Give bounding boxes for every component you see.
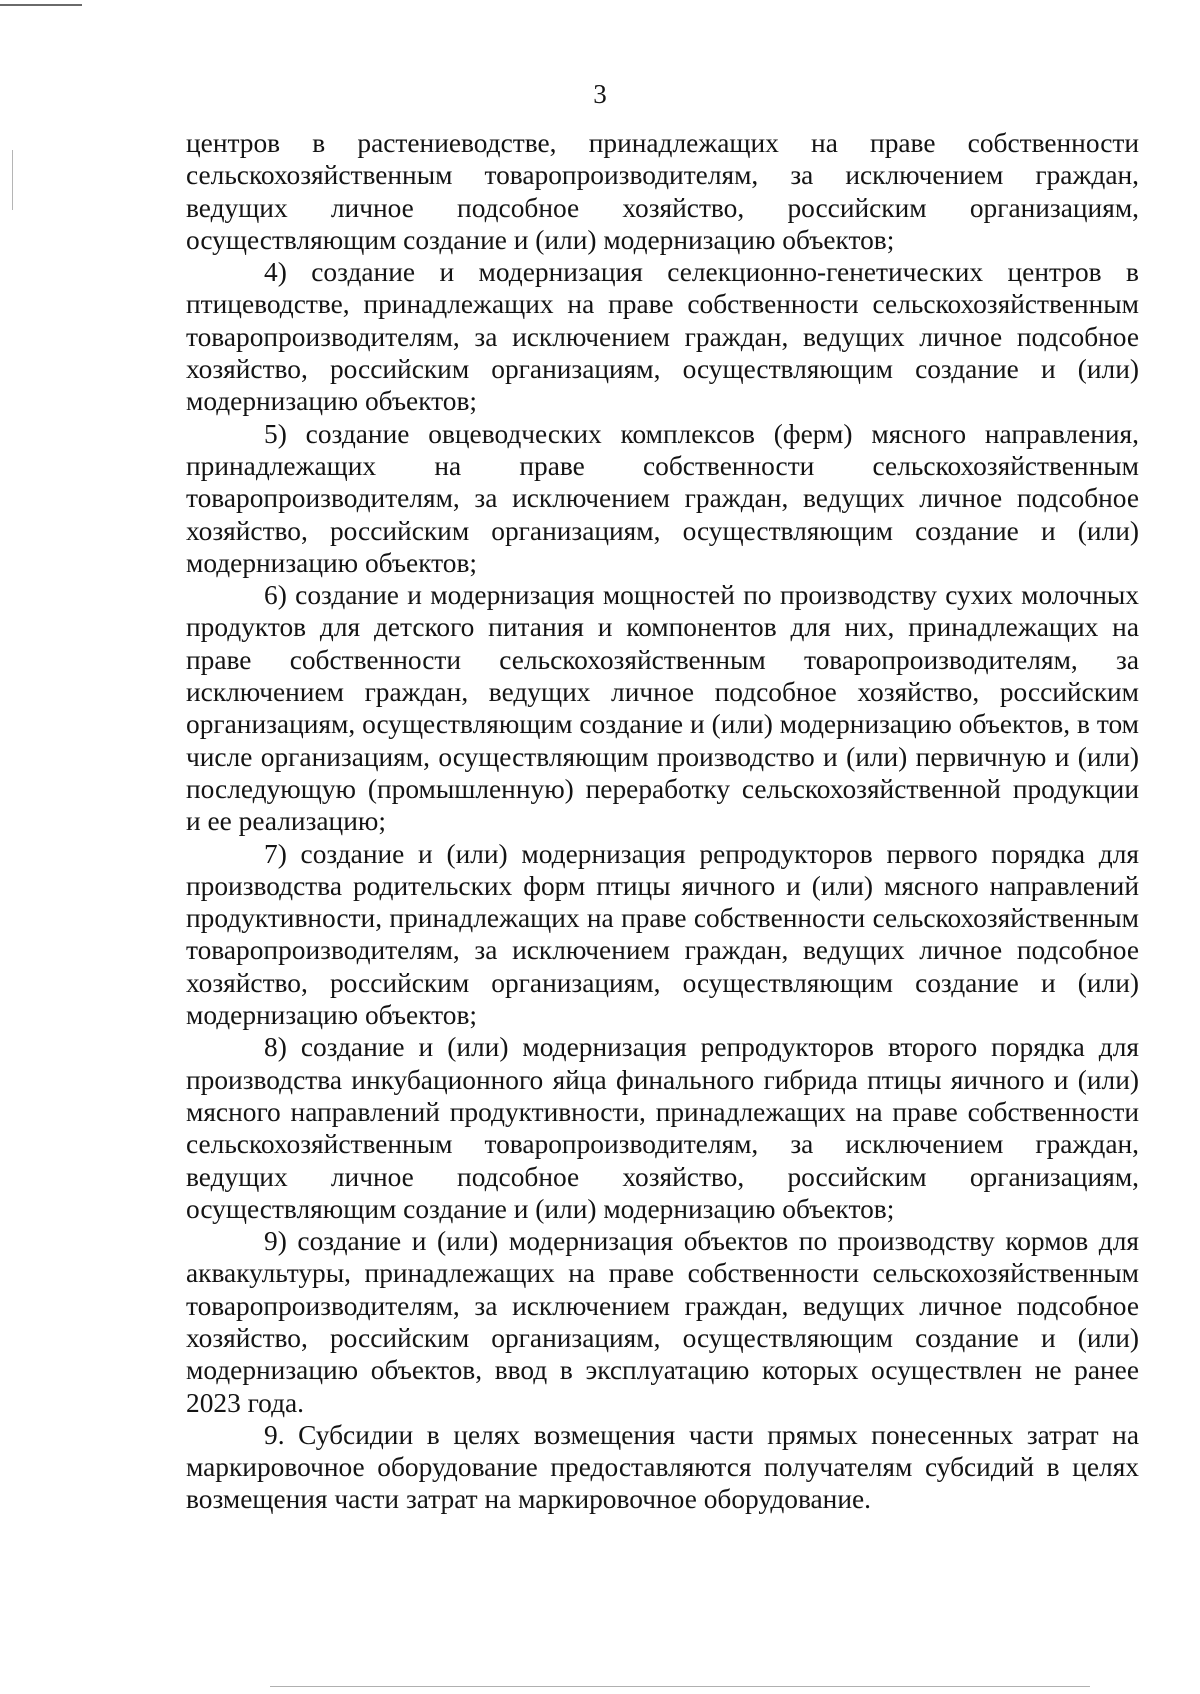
scan-edge-mark — [12, 150, 13, 210]
list-item-4: 4) создание и модернизация селекционно-генетических центров в птицеводстве, принадлежащих на праве собственности сельскохозяйственным товаропроизводителям, за исключением граждан, ведущих личное подсобное хозяйство, российским организациям, осуществляющим создание и (или) модернизацию объектов; — [186, 257, 1139, 417]
scan-edge-mark — [0, 4, 82, 6]
list-item-6: 6) создание и модернизация мощностей по производству сухих молочных продуктов для детского питания и компонентов для них, принадлежащих на праве собственности сельскохозяйственным товаропроизводителям, за исключением граждан, ведущих личное подсобное хозяйство, российским организациям, осуществляющим создание и (или) модернизацию объектов, в том числе организациям, осуществляющим производство и (или) первичную и (или) последующую (промышленную) переработку сельскохозяйственной продукции и ее реализацию; — [186, 580, 1139, 837]
document-body — [186, 127, 1139, 1516]
list-item-5: 5) создание овцеводческих комплексов (ферм) мясного направления, принадлежащих на праве собственности сельскохозяйственным товаропроизводителям, за исключением граждан, ведущих личное подсобное хозяйство, российским организациям, осуществляющим создание и (или) модернизацию объектов; — [186, 418, 1139, 578]
clause-9: 9. Субсидии в целях возмещения части прямых понесенных затрат на маркировочное оборудование предоставляются получателям субсидий в целях возмещения части затрат на маркировочное оборудование. — [186, 1419, 1139, 1515]
paragraph-continuation: центров в растениеводстве, принадлежащих на праве собственности сельскохозяйственным товаропроизводителям, за исключением граждан, ведущих личное подсобное хозяйство, российским организациям, осуществляющим создание и (или) модернизацию объектов; — [186, 128, 1139, 255]
page-number: 3 — [593, 79, 607, 109]
list-item-7: 7) создание и (или) модернизация репродукторов первого порядка для производства родительских форм птицы яичного и (или) мясного направлений продуктивности, принадлежащих на праве собственности сельскохозяйственным товаропроизводителям, за исключением граждан, ведущих личное подсобное хозяйство, российским организациям, осуществляющим создание и (или) модернизацию объектов; — [186, 838, 1139, 1031]
list-item-8: 8) создание и (или) модернизация репродукторов второго порядка для производства инкубационного яйца финального гибрида птицы яичного и (или) мясного направлений продуктивности, принадлежащих на праве собственности сельскохозяйственным товаропроизводителям, за исключением граждан, ведущих личное подсобное хозяйство, российским организациям, осуществляющим создание и (или) модернизацию объектов; — [186, 1032, 1139, 1224]
list-item-9: 9) создание и (или) модернизация объектов по производству кормов для аквакультуры, принадлежащих на праве собственности сельскохозяйственным товаропроизводителям, за исключением граждан, ведущих личное подсобное хозяйство, российским организациям, осуществляющим создание и (или) модернизацию объектов, ввод в эксплуатацию которых осуществлен не ранее 2023 года. — [186, 1226, 1139, 1418]
scan-edge-mark — [270, 1686, 1090, 1687]
